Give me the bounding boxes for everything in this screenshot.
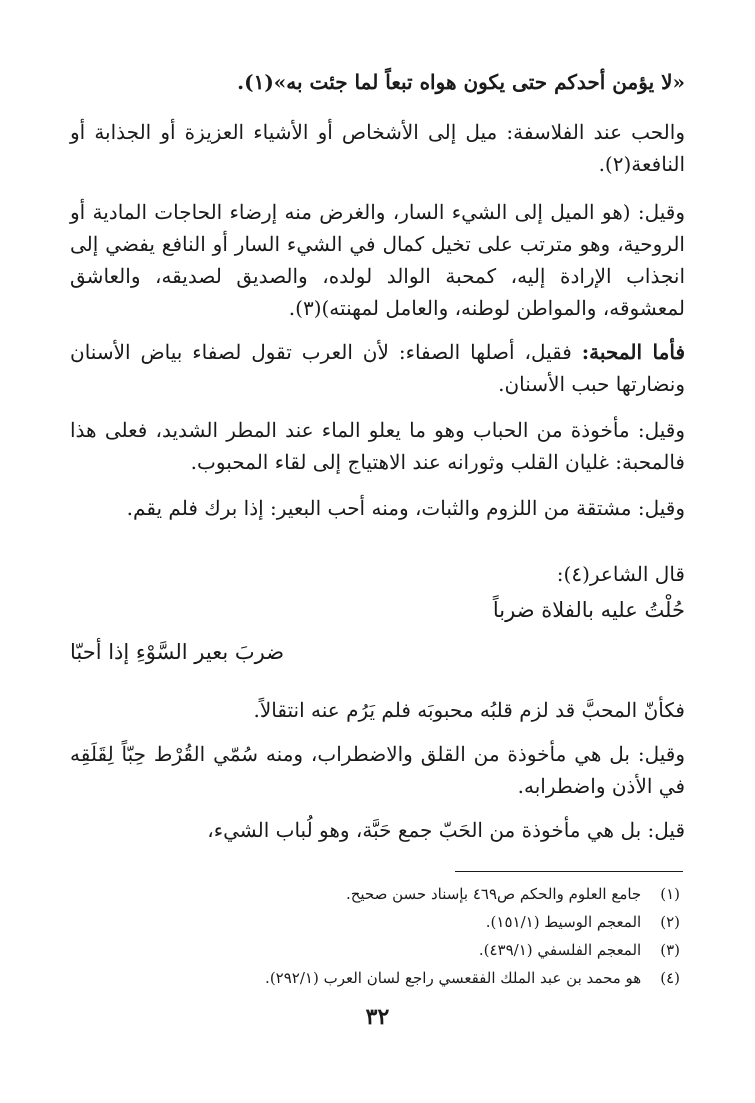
paragraph-other-definition: [70, 196, 685, 324]
paragraph-text: [70, 336, 685, 400]
hadith-quote: [70, 66, 685, 98]
paragraph-luzum: [70, 492, 685, 524]
paragraph-text: وقيل: مأخوذة من الحباب وهو ما يعلو الماء عند المطر الشديد، فعلى هذا فالمحبة: غليان القلب وثورانه عند الاهتياج إلى لقاء المحبوب.: [70, 418, 685, 474]
footnote-number: (١): [660, 885, 680, 903]
paragraph-text: قال الشاعر(٤):: [556, 562, 685, 586]
paragraph-text: وقيل: بل هي مأخوذة من القلق والاضطراب، ومنه سُمّي القُرْط حِبّاً لِقَلَقِه في الأذن واضطرابه.: [70, 742, 685, 798]
hadith-text: «لا يؤمن أحدكم حتى يكون هواه تبعاً لما جئت به»(١).: [237, 70, 685, 94]
footnote-divider: [455, 871, 683, 872]
paragraph-mahabba-origin: [70, 336, 685, 400]
paragraph-hubab: [70, 414, 685, 478]
footnote-text: هو محمد بن عبد الملك الفقعسي راجع لسان العرب (٢٩٢/١).: [265, 969, 642, 987]
footnote: [70, 880, 680, 908]
paragraph-text: والحب عند الفلاسفة: ميل إلى الأشخاص أو الأشياء العزيزة أو الجذابة أو النافعة(٢).: [70, 120, 685, 176]
footnote-number: (٤): [660, 969, 680, 987]
poem-verse: [70, 598, 685, 678]
footnote-number: (٣): [660, 941, 680, 959]
paragraph-text: وقيل: (هو الميل إلى الشيء السار، والغرض منه إرضاء الحاجات المادية أو الروحية، وهو مترتب على تخيل كمال في الشيء السار أو النافع يفضي إلى انجذاب الإرادة إليه، كمحبة الوالد لولده، والصديق لصديقه، والعاشق لمعشوقه، والمواطن لوطنه، والعامل لمهنته)(٣).: [70, 200, 685, 320]
paragraph-rest: فقيل، أصلها الصفاء: لأن العرب تقول لصفاء بياض الأسنان ونضارتها حبب الأسنان.: [70, 340, 685, 396]
paragraph-lead: فأما المحبة:: [581, 340, 686, 364]
paragraph-text: قيل: بل هي مأخوذة من الحَبّ جمع حَبَّة، وهو لُباب الشيء،: [207, 818, 685, 842]
paragraph-text: فكأنّ المحبَّ قد لزم قلبُه محبوبَه فلم يَرُم عنه انتقالاً.: [253, 698, 685, 722]
paragraph-text: وقيل: مشتقة من اللزوم والثبات، ومنه أحب البعير: إذا برك فلم يقم.: [126, 496, 685, 520]
footnote: [70, 908, 680, 936]
verse-second-hemistich: ضربَ بعير السَّوْءِ إذا أحبّا: [70, 640, 285, 664]
footnote: [70, 936, 680, 964]
footnotes: [70, 880, 680, 992]
paragraph-philosophers-definition: [70, 116, 685, 180]
footnote-number: (٢): [660, 913, 680, 931]
footnote: [70, 964, 680, 992]
footnote-text: جامع العلوم والحكم ص٤٦٩ بإسناد حسن صحيح.: [345, 885, 642, 903]
paragraph-qalaq: [70, 738, 685, 802]
footnote-text: المعجم الفلسفي (٤٣٩/١).: [478, 941, 642, 959]
poet-intro: [70, 558, 685, 590]
verse-first-hemistich: حُلْتُ عليه بالفلاة ضرباً: [492, 598, 685, 622]
paragraph-conclusion: [70, 694, 685, 726]
page-number: ٣٢: [365, 1004, 390, 1030]
footnote-text: المعجم الوسيط (١٥١/١).: [485, 913, 642, 931]
paragraph-habb: [70, 814, 685, 846]
